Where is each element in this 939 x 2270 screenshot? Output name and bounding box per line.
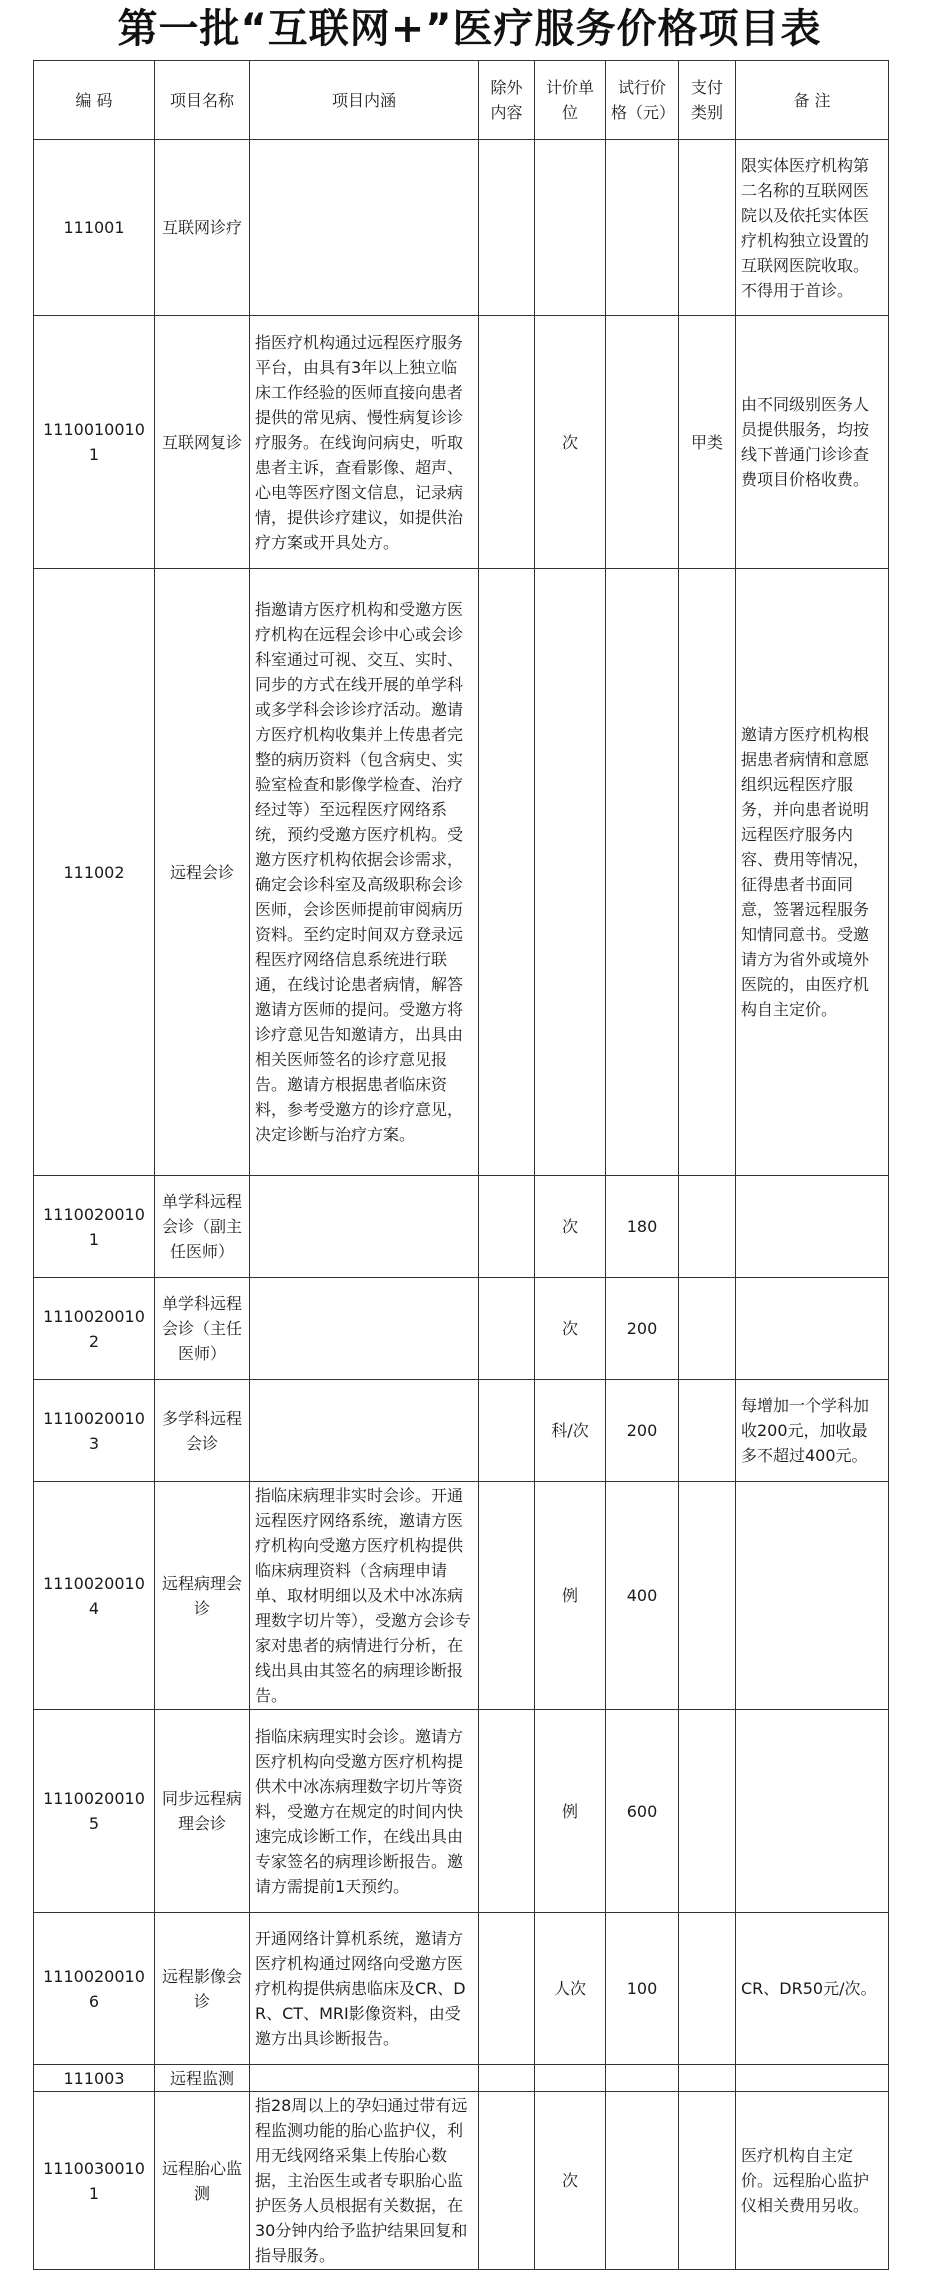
- cell-price: 400: [606, 1482, 679, 1710]
- cell-unit: 次: [535, 2092, 606, 2270]
- cell-unit: 次: [535, 1278, 606, 1380]
- cell-content: 指28周以上的孕妇通过带有远程监测功能的胎心监护仪，利用无线网络采集上传胎心数据，主治医生或者专职胎心监护医务人员根据有关数据，在30分钟内给予监护结果回复和指导服务。: [250, 2092, 479, 2270]
- cell-code: 11100200106: [34, 1913, 155, 2065]
- cell-content: [250, 1176, 479, 1278]
- table-row: [34, 1278, 889, 1380]
- cell-remark: CR、DR50元/次。: [736, 1913, 889, 2065]
- cell-excluded: [479, 1710, 535, 1913]
- cell-payment: [679, 569, 736, 1176]
- cell-price: 600: [606, 1710, 679, 1913]
- cell-name: 远程会诊: [155, 569, 250, 1176]
- cell-payment: [679, 1176, 736, 1278]
- header-content: 项目内涵: [250, 61, 479, 140]
- cell-excluded: [479, 1482, 535, 1710]
- cell-content: 指医疗机构通过远程医疗服务平台，由具有3年以上独立临床工作经验的医师直接向患者提供的常见病、慢性病复诊诊疗服务。在线询问病史，听取患者主诉，查看影像、超声、心电等医疗图文信息，记录病情，提供诊疗建议，如提供治疗方案或开具处方。: [250, 316, 479, 569]
- cell-payment: [679, 1913, 736, 2065]
- cell-code: 11100200101: [34, 1176, 155, 1278]
- cell-remark: [736, 1710, 889, 1913]
- cell-code: 11100200103: [34, 1380, 155, 1482]
- cell-price: 200: [606, 1380, 679, 1482]
- cell-remark: [736, 1176, 889, 1278]
- cell-excluded: [479, 316, 535, 569]
- table-row: [34, 1482, 889, 1710]
- cell-excluded: [479, 1913, 535, 2065]
- cell-content: [250, 1278, 479, 1380]
- table-row: [34, 140, 889, 316]
- cell-code: 11100200105: [34, 1710, 155, 1913]
- cell-excluded: [479, 1380, 535, 1482]
- cell-code: 11100200102: [34, 1278, 155, 1380]
- cell-code: 11100200104: [34, 1482, 155, 1710]
- price-table: [33, 60, 889, 2270]
- cell-content: 指临床病理实时会诊。邀请方医疗机构向受邀方医疗机构提供术中冰冻病理数字切片等资料，受邀方在规定的时间内快速完成诊断工作，在线出具由专家签名的病理诊断报告。邀请方需提前1天预约。: [250, 1710, 479, 1913]
- cell-payment: 甲类: [679, 316, 736, 569]
- cell-name: 同步远程病理会诊: [155, 1710, 250, 1913]
- cell-code: 111001: [34, 140, 155, 316]
- cell-remark: 每增加一个学科加收200元，加收最多不超过400元。: [736, 1380, 889, 1482]
- cell-content: [250, 2065, 479, 2092]
- cell-payment: [679, 140, 736, 316]
- cell-payment: [679, 1278, 736, 1380]
- cell-excluded: [479, 1278, 535, 1380]
- table-row: [34, 1380, 889, 1482]
- cell-name: 远程病理会诊: [155, 1482, 250, 1710]
- cell-unit: [535, 2065, 606, 2092]
- cell-price: [606, 140, 679, 316]
- cell-name: 远程监测: [155, 2065, 250, 2092]
- cell-payment: [679, 2065, 736, 2092]
- cell-name: 互联网诊疗: [155, 140, 250, 316]
- header-name: 项目名称: [155, 61, 250, 140]
- cell-unit: 人次: [535, 1913, 606, 2065]
- cell-payment: [679, 2092, 736, 2270]
- cell-unit: 科/次: [535, 1380, 606, 1482]
- cell-name: 互联网复诊: [155, 316, 250, 569]
- cell-code: 111002: [34, 569, 155, 1176]
- cell-price: [606, 2092, 679, 2270]
- header-excluded: 除外内容: [479, 61, 535, 140]
- table-row: [34, 1710, 889, 1913]
- header-code: 编 码: [34, 61, 155, 140]
- cell-name: 单学科远程会诊（副主任医师）: [155, 1176, 250, 1278]
- cell-remark: [736, 2065, 889, 2092]
- cell-unit: [535, 140, 606, 316]
- cell-name: 远程影像会诊: [155, 1913, 250, 2065]
- table-row: [34, 2065, 889, 2092]
- header-price: 试行价格（元）: [606, 61, 679, 140]
- cell-content: 开通网络计算机系统，邀请方医疗机构通过网络向受邀方医疗机构提供病患临床及CR、DR、CT、MRI影像资料，由受邀方出具诊断报告。: [250, 1913, 479, 2065]
- cell-remark: 限实体医疗机构第二名称的互联网医院以及依托实体医疗机构独立设置的互联网医院收取。不得用于首诊。: [736, 140, 889, 316]
- cell-excluded: [479, 2065, 535, 2092]
- cell-payment: [679, 1482, 736, 1710]
- cell-price: 180: [606, 1176, 679, 1278]
- cell-unit: 次: [535, 316, 606, 569]
- table-row: [34, 1176, 889, 1278]
- cell-price: 200: [606, 1278, 679, 1380]
- cell-excluded: [479, 2092, 535, 2270]
- cell-unit: 例: [535, 1482, 606, 1710]
- header-remark: 备 注: [736, 61, 889, 140]
- cell-price: [606, 316, 679, 569]
- cell-code: 11100100101: [34, 316, 155, 569]
- cell-name: 远程胎心监测: [155, 2092, 250, 2270]
- cell-price: [606, 2065, 679, 2092]
- cell-price: [606, 569, 679, 1176]
- cell-remark: [736, 1278, 889, 1380]
- cell-name: 单学科远程会诊（主任医师）: [155, 1278, 250, 1380]
- table-row: [34, 2092, 889, 2270]
- cell-content: [250, 1380, 479, 1482]
- cell-content: 指邀请方医疗机构和受邀方医疗机构在远程会诊中心或会诊科室通过可视、交互、实时、同步的方式在线开展的单学科或多学科会诊诊疗活动。邀请方医疗机构收集并上传患者完整的病历资料（包含病史、实验室检查和影像学检查、治疗经过等）至远程医疗网络系统，预约受邀方医疗机构。受邀方医疗机构依据会诊需求，确定会诊科室及高级职称会诊医师，会诊医师提前审阅病历资料。至约定时间双方登录远程医疗网络信息系统进行联通，在线讨论患者病情，解答邀请方医师的提问。受邀方将诊疗意见告知邀请方，出具由相关医师签名的诊疗意见报告。邀请方根据患者临床资料，参考受邀方的诊疗意见，决定诊断与治疗方案。: [250, 569, 479, 1176]
- cell-unit: 次: [535, 1176, 606, 1278]
- cell-remark: 医疗机构自主定价。远程胎心监护仪相关费用另收。: [736, 2092, 889, 2270]
- cell-content: [250, 140, 479, 316]
- page-title: 第一批“互联网+”医疗服务价格项目表: [117, 6, 822, 52]
- cell-payment: [679, 1710, 736, 1913]
- cell-remark: 由不同级别医务人员提供服务，均按线下普通门诊诊查费项目价格收费。: [736, 316, 889, 569]
- table-row: [34, 1913, 889, 2065]
- cell-content: 指临床病理非实时会诊。开通远程医疗网络系统，邀请方医疗机构向受邀方医疗机构提供临床病理资料（含病理申请单、取材明细以及术中冰冻病理数字切片等），受邀方会诊专家对患者的病情进行分析，在线出具由其签名的病理诊断报告。: [250, 1482, 479, 1710]
- cell-excluded: [479, 140, 535, 316]
- cell-unit: [535, 569, 606, 1176]
- cell-code: 111003: [34, 2065, 155, 2092]
- cell-code: 11100300101: [34, 2092, 155, 2270]
- cell-price: 100: [606, 1913, 679, 2065]
- cell-excluded: [479, 569, 535, 1176]
- table-header-row: [34, 61, 889, 140]
- table-row: [34, 569, 889, 1176]
- header-unit: 计价单位: [535, 61, 606, 140]
- cell-payment: [679, 1380, 736, 1482]
- header-payment: 支付类别: [679, 61, 736, 140]
- cell-remark: 邀请方医疗机构根据患者病情和意愿组织远程医疗服务，并向患者说明远程医疗服务内容、费用等情况，征得患者书面同意，签署远程服务知情同意书。受邀请方为省外或境外医院的，由医疗机构自主定价。: [736, 569, 889, 1176]
- cell-unit: 例: [535, 1710, 606, 1913]
- cell-excluded: [479, 1176, 535, 1278]
- table-row: [34, 316, 889, 569]
- cell-remark: [736, 1482, 889, 1710]
- cell-name: 多学科远程会诊: [155, 1380, 250, 1482]
